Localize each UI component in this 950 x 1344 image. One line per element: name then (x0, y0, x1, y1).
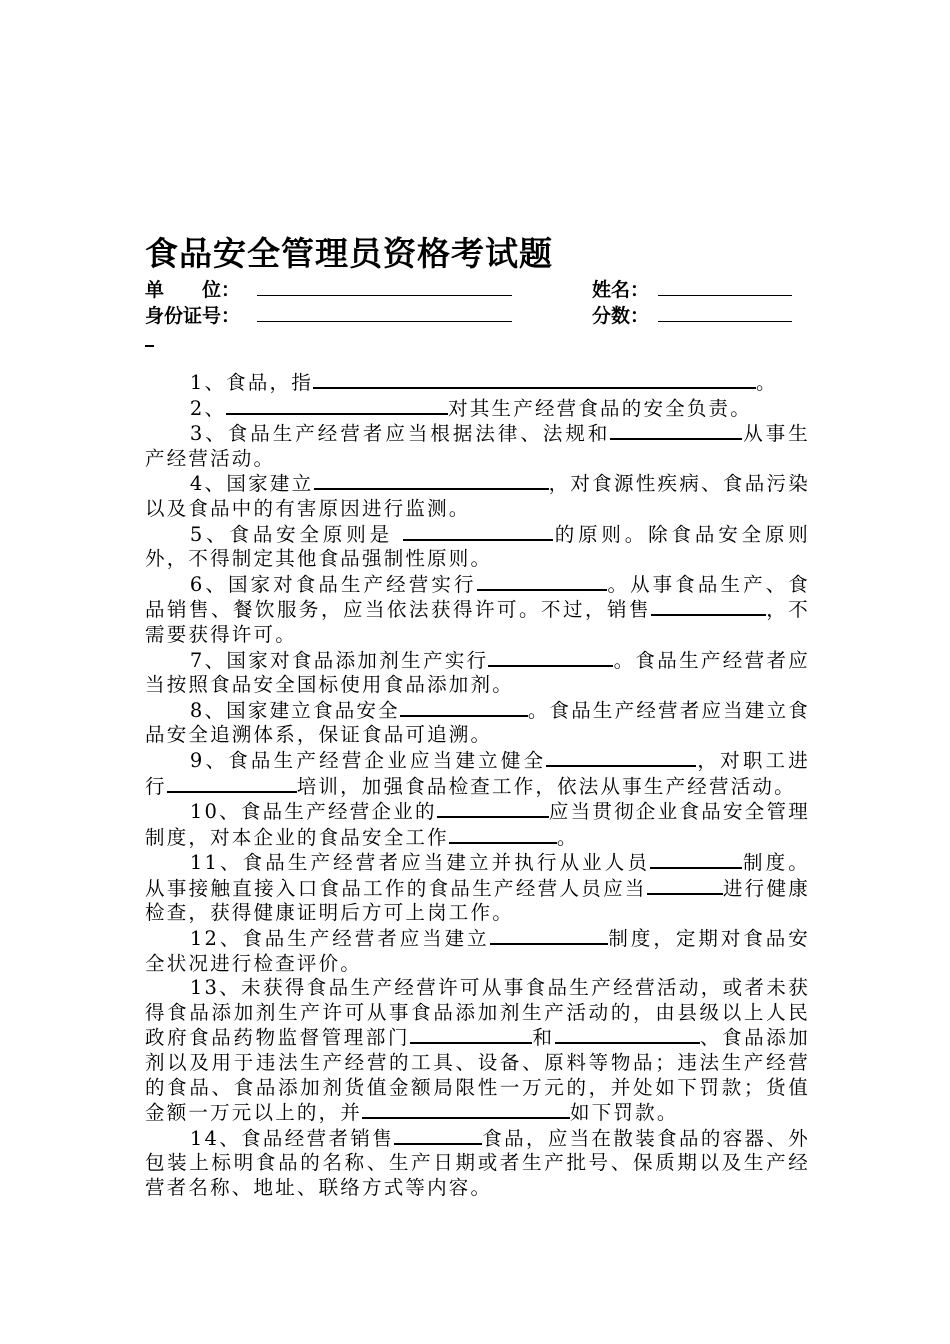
question-text: 5、食品安全原则是 (189, 522, 404, 546)
question-text: 。 (556, 825, 579, 849)
id-number-label: 身份证号： (145, 305, 241, 327)
question-text: 3、食品生产经营者应当根据法律、法规和 (189, 422, 611, 446)
question-text: 。从事食品生产、食品销售、餐饮服务，应当依法获得许可。不过，销售 (145, 572, 810, 622)
question-text: 6、国家对食品生产经营实行 (189, 572, 477, 596)
question-text: 9、食品生产经营企业应当建立健全 (189, 748, 547, 772)
answer-blank[interactable] (477, 572, 607, 591)
name-label: 姓名： (592, 279, 650, 301)
question-9 (145, 748, 810, 799)
question-text: 、食品添加剂以及用于违法生产经营的工具、设备、原料等物品；违法生产经营的食品、食品添加剂货值金额局限性一万元的，并处如下罚款；货值金额一万元以上的，并 (145, 1026, 810, 1125)
question-6 (145, 572, 810, 648)
question-text: 10、食品生产经营企业的 (189, 800, 437, 824)
question-text: 的原则。除食品安全原则外，不得制定其他食品强制性原则。 (145, 522, 810, 571)
question-4 (145, 471, 810, 521)
answer-blank[interactable] (394, 1126, 482, 1145)
answer-blank[interactable] (546, 748, 696, 767)
question-3 (145, 421, 810, 471)
answer-blank[interactable] (488, 648, 613, 667)
question-text: 13、未获得食品生产经营许可从事食品生产经营活动，或者未获得食品添加剂生产许可从事食品添加剂生产活动的，由县级以上人民政府食品药物监督管理部门 (145, 976, 810, 1050)
question-11 (145, 850, 810, 926)
question-text: 制度，定期对食品安全状况进行检查评价。 (145, 927, 810, 975)
score-label: 分数： (592, 305, 650, 327)
question-text: 。 (755, 371, 778, 394)
answer-blank[interactable] (650, 850, 742, 869)
question-text: ，对食源性疾病、食品污染以及食品中的有害原因进行监测。 (145, 472, 810, 520)
answer-blank[interactable] (362, 1100, 570, 1119)
answer-blank[interactable] (651, 597, 766, 616)
question-13 (145, 976, 810, 1126)
questions-list (145, 370, 810, 1201)
answer-blank[interactable] (313, 370, 756, 389)
question-text: 如下罚款。 (570, 1101, 679, 1125)
answer-blank[interactable] (167, 774, 297, 793)
answer-blank[interactable] (647, 876, 723, 895)
question-text: 8、国家建立食品安全 (189, 698, 400, 722)
answer-blank[interactable] (555, 1025, 700, 1044)
question-text: 食品，应当在散装食品的容器、外包装上标明食品的名称、生产日期或者生产批号、保质期以及生产经营者名称、地址、联络方式等内容。 (145, 1126, 810, 1199)
question-text: 1、食品，指 (189, 371, 313, 394)
question-8 (145, 698, 810, 748)
question-text: ，对职工进行 (145, 748, 810, 798)
question-text: 和 (532, 1026, 555, 1050)
answer-blank[interactable] (437, 799, 549, 818)
question-12 (145, 926, 810, 976)
name-field[interactable] (658, 295, 792, 296)
question-text: 。食品生产经营者应当按照食品安全国标使用食品添加剂。 (145, 648, 810, 697)
question-text: 。食品生产经营者应当建立食品安全追溯体系，保证食品可追溯。 (145, 698, 810, 747)
answer-blank[interactable] (226, 396, 448, 415)
question-text: 14、食品经营者销售 (189, 1126, 395, 1150)
question-text: ，不需要获得许可。 (145, 598, 810, 646)
question-text: 制度。从事接触直接入口食品工作的食品生产经营人员应当 (145, 851, 811, 900)
question-text: 进行健康检查，获得健康证明后方可上岗工作。 (145, 876, 810, 925)
question-5 (145, 522, 810, 572)
answer-blank[interactable] (610, 421, 742, 440)
question-text: 2、 (189, 396, 227, 420)
question-text: 从事生产经营活动。 (145, 422, 810, 470)
question-1 (145, 370, 810, 396)
unit-label: 单 位： (145, 279, 241, 301)
question-text: 7、国家对食品添加剂生产实行 (189, 648, 489, 672)
question-text: 11、食品生产经营者应当建立并执行从业人员 (189, 851, 651, 875)
divider-dash (145, 345, 154, 347)
question-14 (145, 1126, 810, 1201)
question-text: 培训，加强食品检查工作，依法从事生产经营活动。 (296, 774, 796, 798)
unit-field[interactable] (257, 295, 512, 296)
question-text: 4、国家建立 (189, 472, 314, 496)
question-text: 12、食品生产经营者应当建立 (189, 927, 490, 951)
answer-blank[interactable] (410, 1025, 532, 1044)
question-text: 对其生产经营食品的安全负责。 (448, 396, 752, 420)
answer-blank[interactable] (490, 926, 608, 945)
question-text: 应当贯彻企业食品安全管理制度，对本企业的食品安全工作 (145, 800, 810, 849)
answer-blank[interactable] (403, 522, 553, 541)
question-2 (145, 396, 810, 422)
answer-blank[interactable] (400, 698, 528, 717)
score-field[interactable] (658, 321, 792, 322)
answer-blank[interactable] (314, 471, 549, 490)
page-title: 食品安全管理员资格考试题 (145, 234, 553, 273)
answer-blank[interactable] (449, 825, 557, 844)
id-number-field[interactable] (257, 321, 512, 322)
question-10 (145, 799, 810, 850)
question-7 (145, 648, 810, 698)
